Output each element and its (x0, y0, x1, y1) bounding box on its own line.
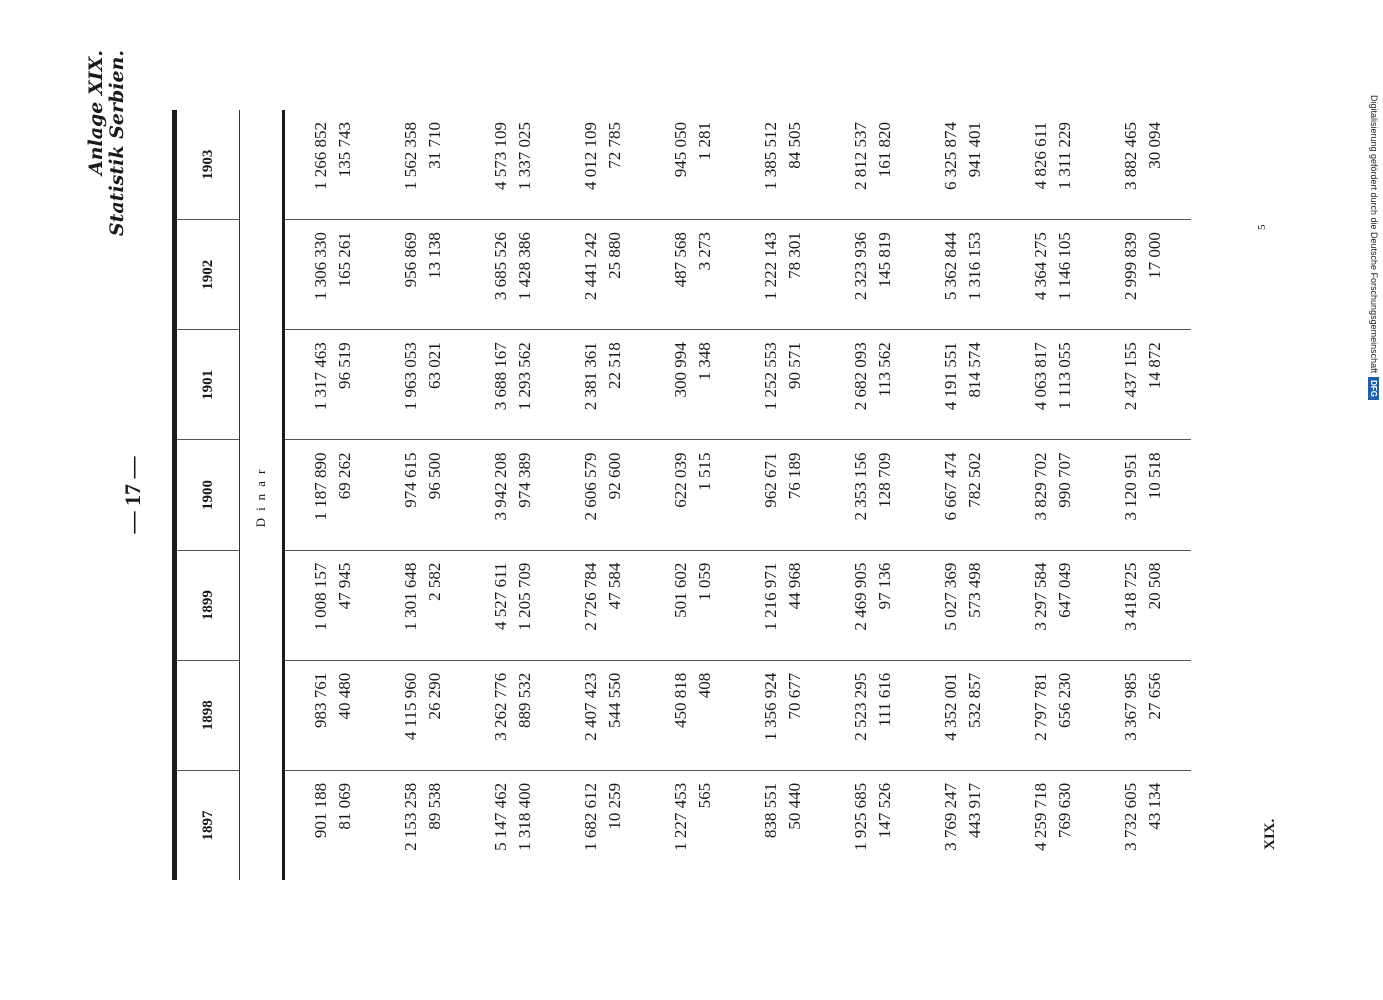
value-primary: 4 191 551 (941, 342, 960, 411)
value-secondary: 544 550 (605, 672, 624, 728)
table-entry (1101, 342, 1191, 439)
table-entry (1011, 673, 1101, 770)
value-primary: 2 469 905 (851, 562, 870, 631)
value-secondary: 84 505 (785, 122, 804, 169)
value-secondary: 656 230 (1055, 672, 1074, 728)
table-entry (651, 342, 741, 439)
year-column-1901 (285, 330, 1191, 440)
value-secondary: 31 710 (425, 122, 444, 169)
table-entry (291, 452, 381, 549)
table-entry (471, 673, 561, 770)
table-entry (741, 122, 831, 219)
value-primary: 1 963 053 (401, 342, 420, 411)
value-secondary: 22 518 (605, 342, 624, 390)
value-primary: 1 682 612 (581, 782, 600, 851)
value-primary: 3 367 985 (1121, 672, 1140, 741)
value-primary: 1 227 453 (671, 782, 690, 851)
table-entry (831, 232, 921, 329)
table-entry (471, 342, 561, 439)
value-secondary: 20 508 (1145, 562, 1164, 610)
value-secondary: 40 480 (335, 672, 354, 720)
value-primary: 4 115 960 (401, 672, 420, 741)
value-secondary: 408 (695, 672, 714, 699)
value-primary: 4 012 109 (581, 122, 600, 191)
value-secondary: 1 146 105 (1055, 232, 1074, 301)
statistics-table (172, 110, 1191, 880)
value-primary: 1 385 512 (761, 122, 780, 191)
value-primary: 450 818 (671, 672, 690, 728)
value-secondary: 1 205 709 (515, 562, 534, 631)
year-column-1898 (285, 661, 1191, 771)
value-primary: 1 216 971 (761, 562, 780, 631)
table-entry (1101, 122, 1191, 219)
table-entry (831, 452, 921, 549)
value-secondary: 1 293 562 (515, 342, 534, 411)
value-primary: 1 222 143 (761, 232, 780, 301)
value-primary: 1 317 463 (311, 342, 330, 411)
table-entry (561, 563, 651, 660)
value-secondary: 10 518 (1145, 452, 1164, 500)
footer-mark: 5 (1256, 224, 1268, 230)
value-primary: 622 039 (671, 452, 690, 508)
value-primary: 4 364 275 (1031, 232, 1050, 301)
table-header-row (177, 110, 239, 880)
table-entry (1101, 452, 1191, 549)
value-secondary: 1 059 (695, 562, 714, 601)
value-secondary: 113 562 (875, 342, 894, 397)
table-entry (291, 783, 381, 880)
value-secondary: 43 134 (1145, 782, 1164, 830)
table-entry (651, 673, 741, 770)
value-primary: 3 829 702 (1031, 452, 1050, 521)
footer-label: XIX. (1262, 818, 1278, 850)
table-entry (381, 452, 471, 549)
table-entry (921, 232, 1011, 329)
value-primary: 962 671 (761, 452, 780, 508)
value-secondary: 647 049 (1055, 562, 1074, 618)
table-entry (831, 342, 921, 439)
value-primary: 2 797 781 (1031, 672, 1050, 741)
table-entry (561, 232, 651, 329)
value-secondary: 44 968 (785, 562, 804, 610)
value-secondary: 1 318 400 (515, 782, 534, 851)
value-secondary: 30 094 (1145, 122, 1164, 169)
value-primary: 1 356 924 (761, 672, 780, 741)
table-entry (831, 673, 921, 770)
year-header-1902: 1902 (177, 220, 239, 330)
year-header-1898: 1898 (177, 661, 239, 771)
value-secondary: 1 428 386 (515, 232, 534, 301)
value-primary: 2 437 155 (1121, 342, 1140, 411)
dfg-logo: DFG (1369, 377, 1380, 400)
value-primary: 956 869 (401, 232, 420, 288)
value-secondary: 1 348 (695, 342, 714, 381)
value-primary: 5 147 462 (491, 782, 510, 851)
value-primary: 3 418 725 (1121, 562, 1140, 631)
table-entry (921, 563, 1011, 660)
table-entry (741, 342, 831, 439)
value-secondary: 111 616 (875, 672, 894, 727)
year-column-1899 (285, 551, 1191, 661)
table-entry (471, 122, 561, 219)
value-primary: 2 407 423 (581, 672, 600, 741)
table-entry (741, 563, 831, 660)
table-entry (741, 673, 831, 770)
year-header-1900: 1900 (177, 440, 239, 550)
value-secondary: 1 113 055 (1055, 342, 1074, 410)
value-secondary: 161 820 (875, 122, 894, 178)
year-column-1902 (285, 220, 1191, 330)
table-entry (1101, 563, 1191, 660)
value-secondary: 990 707 (1055, 452, 1074, 508)
value-secondary: 69 262 (335, 452, 354, 500)
table-entry (561, 783, 651, 880)
value-secondary: 532 857 (965, 672, 984, 728)
value-secondary: 96 519 (335, 342, 354, 390)
table-entry (651, 122, 741, 219)
value-secondary: 50 440 (785, 782, 804, 830)
value-primary: 838 551 (761, 782, 780, 839)
value-secondary: 573 498 (965, 562, 984, 618)
title-block (86, 50, 128, 310)
value-secondary: 1 515 (695, 452, 714, 491)
value-secondary: 47 584 (605, 562, 624, 610)
value-primary: 6 325 874 (941, 122, 960, 191)
value-secondary: 26 290 (425, 672, 444, 720)
value-primary: 487 568 (671, 232, 690, 288)
value-primary: 1 925 685 (851, 782, 870, 851)
value-secondary: 1 311 229 (1055, 122, 1074, 190)
value-secondary: 941 401 (965, 122, 984, 178)
table-entry (291, 342, 381, 439)
table-entry (1011, 563, 1101, 660)
value-primary: 4 573 109 (491, 122, 510, 191)
value-primary: 2 682 093 (851, 342, 870, 411)
value-primary: 2 523 295 (851, 672, 870, 741)
table-entry (561, 452, 651, 549)
title-line-1: Anlage XIX. (85, 50, 107, 176)
value-primary: 3 685 526 (491, 232, 510, 301)
unit-label: Dinar (253, 462, 268, 528)
year-header-1897: 1897 (199, 810, 216, 841)
table-entry (381, 342, 471, 439)
value-secondary: 89 538 (425, 782, 444, 830)
value-secondary: 165 261 (335, 232, 354, 288)
table-entry (741, 452, 831, 549)
value-secondary: 72 785 (605, 122, 624, 169)
value-secondary: 2 582 (425, 562, 444, 601)
table-entry (741, 783, 831, 880)
value-primary: 5 362 844 (941, 232, 960, 301)
value-primary: 2 323 936 (851, 232, 870, 301)
year-header-1903: 1903 (177, 110, 239, 220)
table-entry (291, 563, 381, 660)
value-secondary: 1 316 153 (965, 232, 984, 301)
title-line-2: Statistik Serbien. (106, 50, 128, 237)
table-entry (921, 783, 1011, 880)
table-entry (741, 232, 831, 329)
value-secondary: 147 526 (875, 782, 894, 839)
year-header-1899: 1899 (177, 551, 239, 661)
table-entry (471, 563, 561, 660)
table-entry (471, 232, 561, 329)
value-secondary: 1 337 025 (515, 122, 534, 191)
table-entry (561, 122, 651, 219)
value-secondary: 889 532 (515, 672, 534, 728)
value-secondary: 814 574 (965, 342, 984, 398)
year-column-1897 (285, 771, 1191, 880)
value-secondary: 63 021 (425, 342, 444, 390)
table-entry (1011, 232, 1101, 329)
value-primary: 1 187 890 (311, 452, 330, 521)
value-secondary: 25 880 (605, 232, 624, 279)
table-entry (381, 673, 471, 770)
table-entry (651, 452, 741, 549)
table-entry (831, 783, 921, 880)
value-primary: 1 008 157 (311, 562, 330, 631)
value-primary: 2 812 537 (851, 122, 870, 191)
value-primary: 4 063 817 (1031, 342, 1050, 411)
value-primary: 2 999 839 (1121, 232, 1140, 301)
value-primary: 300 994 (671, 342, 690, 398)
table-entry (651, 563, 741, 660)
table-entry (291, 673, 381, 770)
value-secondary: 128 709 (875, 452, 894, 508)
value-secondary: 443 917 (965, 782, 984, 839)
value-secondary: 135 743 (335, 122, 354, 178)
value-primary: 1 306 330 (311, 232, 330, 301)
table-entry (471, 452, 561, 549)
value-secondary: 81 069 (335, 782, 354, 830)
value-secondary: 17 000 (1145, 232, 1164, 279)
table-entry (921, 122, 1011, 219)
table-entry (291, 122, 381, 219)
table-entry (1011, 452, 1101, 549)
value-secondary: 97 136 (875, 562, 894, 610)
year-column-1900 (285, 440, 1191, 550)
value-primary: 3 262 776 (491, 672, 510, 741)
table-body (285, 110, 1191, 880)
value-primary: 4 826 611 (1031, 122, 1050, 190)
table-entry (1101, 232, 1191, 329)
table-entry (1011, 122, 1101, 219)
value-primary: 3 297 584 (1031, 562, 1050, 631)
table-entry (561, 673, 651, 770)
value-primary: 2 353 156 (851, 452, 870, 521)
value-secondary: 13 138 (425, 232, 444, 279)
value-secondary: 96 500 (425, 452, 444, 500)
value-secondary: 47 945 (335, 562, 354, 610)
value-primary: 1 266 852 (311, 122, 330, 191)
value-secondary: 76 189 (785, 452, 804, 500)
table-entry (651, 232, 741, 329)
table-entry (381, 232, 471, 329)
value-primary: 501 602 (671, 562, 690, 618)
value-secondary: 70 677 (785, 672, 804, 720)
value-secondary: 27 656 (1145, 672, 1164, 720)
table-entry (1101, 783, 1191, 880)
table-entry (921, 342, 1011, 439)
value-primary: 901 188 (311, 782, 330, 839)
value-secondary: 78 301 (785, 232, 804, 279)
credit-text: Digitalisierung gefördert durch die Deutsche Forschungsgemeinschaft (1369, 94, 1379, 374)
value-primary: 3 732 605 (1121, 782, 1140, 851)
value-secondary: 14 872 (1145, 342, 1164, 390)
value-secondary: 92 600 (605, 452, 624, 500)
value-secondary: 90 571 (785, 342, 804, 390)
value-primary: 4 527 611 (491, 562, 510, 630)
value-primary: 2 606 579 (581, 452, 600, 521)
table-entry (381, 563, 471, 660)
value-primary: 974 615 (401, 452, 420, 508)
value-secondary: 769 630 (1055, 782, 1074, 839)
year-header-1901: 1901 (177, 330, 239, 440)
value-secondary: 10 259 (605, 782, 624, 830)
table-entry (1011, 783, 1101, 880)
value-secondary: 145 819 (875, 232, 894, 288)
year-column-1903 (285, 110, 1191, 220)
table-entry (651, 783, 741, 880)
page-number: — 17 — (120, 456, 145, 534)
value-primary: 5 027 369 (941, 562, 960, 631)
table-entry (921, 673, 1011, 770)
value-secondary: 3 273 (695, 232, 714, 271)
value-secondary: 782 502 (965, 452, 984, 508)
table-entry (1011, 342, 1101, 439)
digitization-credit (1366, 10, 1382, 400)
table-entry (381, 122, 471, 219)
table-entry (1101, 673, 1191, 770)
value-secondary: 1 281 (695, 122, 714, 161)
value-primary: 6 667 474 (941, 452, 960, 521)
table-entry (561, 342, 651, 439)
value-primary: 4 259 718 (1031, 782, 1050, 851)
value-secondary: 565 (695, 782, 714, 809)
value-primary: 3 942 208 (491, 452, 510, 521)
value-primary: 2 153 258 (401, 782, 420, 851)
value-primary: 2 441 242 (581, 232, 600, 301)
table-entry (471, 783, 561, 880)
value-primary: 4 352 001 (941, 672, 960, 741)
table-entry (381, 783, 471, 880)
value-primary: 3 769 247 (941, 782, 960, 851)
value-primary: 3 120 951 (1121, 452, 1140, 521)
value-primary: 945 050 (671, 122, 690, 178)
value-primary: 2 381 361 (581, 342, 600, 411)
table-entry (831, 563, 921, 660)
table-entry (921, 452, 1011, 549)
table-entry (291, 232, 381, 329)
value-secondary: 974 389 (515, 452, 534, 508)
value-primary: 3 882 465 (1121, 122, 1140, 191)
table-entry (831, 122, 921, 219)
value-primary: 1 252 553 (761, 342, 780, 411)
value-primary: 1 301 648 (401, 562, 420, 631)
value-primary: 1 562 358 (401, 122, 420, 191)
value-primary: 3 688 167 (491, 342, 510, 411)
value-primary: 983 761 (311, 672, 330, 728)
value-primary: 2 726 784 (581, 562, 600, 631)
